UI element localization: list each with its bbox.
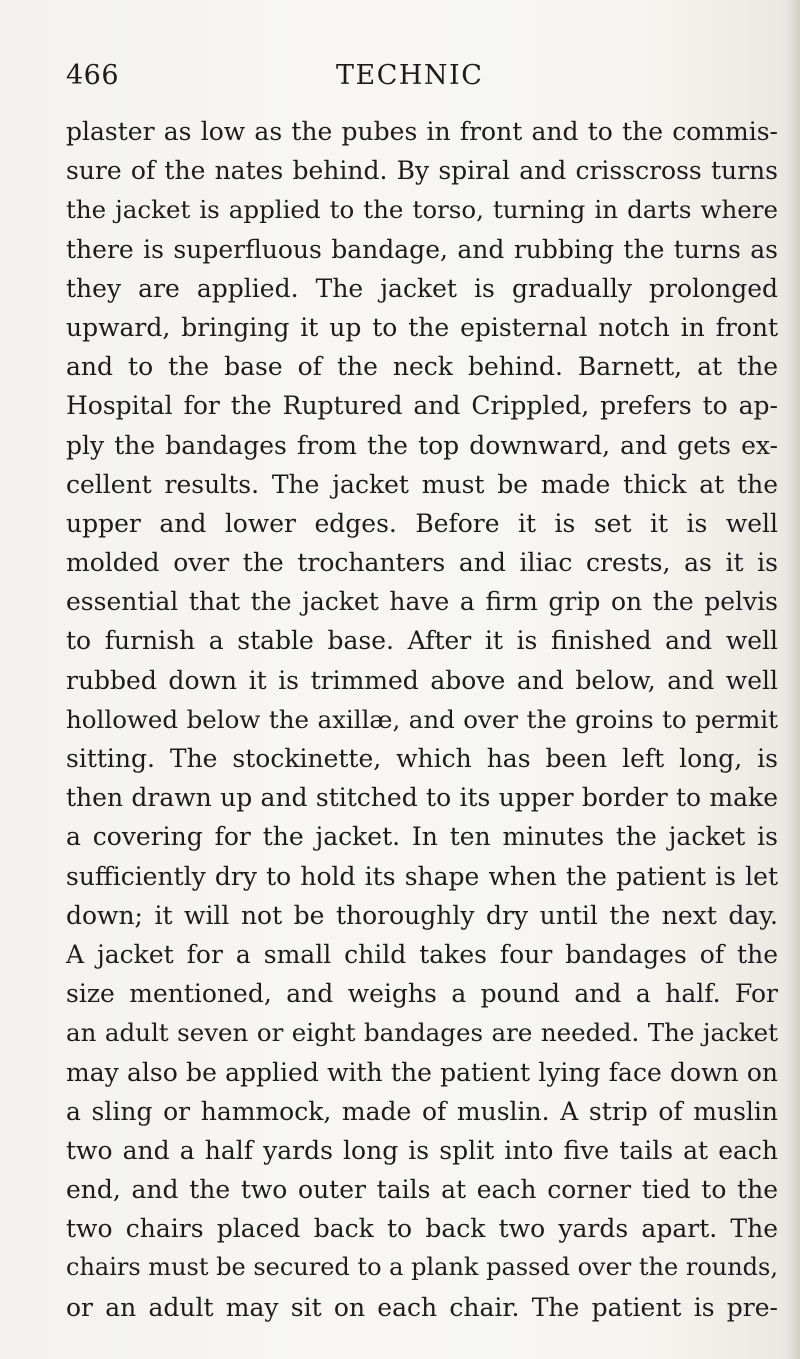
page-edge-shadow (786, 0, 800, 1359)
text-line: cellent results. The jacket must be made thick at the (66, 469, 778, 499)
text-line: size mentioned, and weighs a pound and a half. For (66, 979, 778, 1009)
text-line: A jacket for a small child takes four bandages of the (66, 939, 778, 969)
text-line: upward, bringing it up to the episternal notch in front (66, 312, 778, 342)
text-line: or an adult may sit on each chair. The patient is pre- (66, 1292, 778, 1322)
running-head: TECHNIC (336, 60, 484, 91)
text-line: a sling or hammock, made of muslin. A strip of muslin (66, 1096, 778, 1126)
text-line: and to the base of the neck behind. Barnett, at the (66, 352, 778, 382)
text-line: a covering for the jacket. In ten minutes the jacket is (66, 822, 778, 852)
page-number: 466 (66, 60, 120, 91)
body-text (66, 112, 778, 1327)
text-line: molded over the trochanters and iliac crests, as it is (66, 548, 778, 578)
text-line: there is superfluous bandage, and rubbing the turns as (66, 234, 778, 264)
text-line: an adult seven or eight bandages are needed. The jacket (66, 1018, 778, 1048)
text-line: Hospital for the Ruptured and Crippled, prefers to ap- (66, 391, 778, 421)
text-line: plaster as low as the pubes in front and to the commis- (66, 117, 778, 146)
text-line: may also be applied with the patient lying face down on (66, 1057, 778, 1087)
text-line: hollowed below the axillæ, and over the groins to permit (66, 704, 778, 734)
text-line: essential that the jacket have a firm grip on the pelvis (66, 587, 778, 617)
text-line: they are applied. The jacket is gradually prolonged (66, 273, 778, 303)
text-line: sure of the nates behind. By spiral and crisscross turns (66, 156, 778, 186)
text-line: two chairs placed back to back two yards apart. The (66, 1214, 778, 1244)
text-line: sufficiently dry to hold its shape when the patient is let (66, 861, 778, 891)
text-line: then drawn up and stitched to its upper border to make (66, 783, 778, 813)
text-line: upper and lower edges. Before it is set it is well (66, 508, 778, 538)
text-line: to furnish a stable base. After it is finished and well (66, 626, 778, 656)
text-line: chairs must be secured to a plank passed over the rounds, (66, 1253, 778, 1282)
text-line: the jacket is applied to the torso, turning in darts where (66, 195, 778, 225)
text-line: end, and the two outer tails at each corner tied to the (66, 1175, 778, 1205)
text-line: rubbed down it is trimmed above and below, and well (66, 665, 778, 695)
text-line: sitting. The stockinette, which has been left long, is (66, 744, 778, 773)
text-line: ply the bandages from the top downward, and gets ex- (66, 430, 778, 460)
text-line: two and a half yards long is split into five tails at each (66, 1135, 778, 1165)
page-header (66, 60, 766, 100)
text-line: down; it will not be thoroughly dry until the next day. (66, 900, 778, 930)
